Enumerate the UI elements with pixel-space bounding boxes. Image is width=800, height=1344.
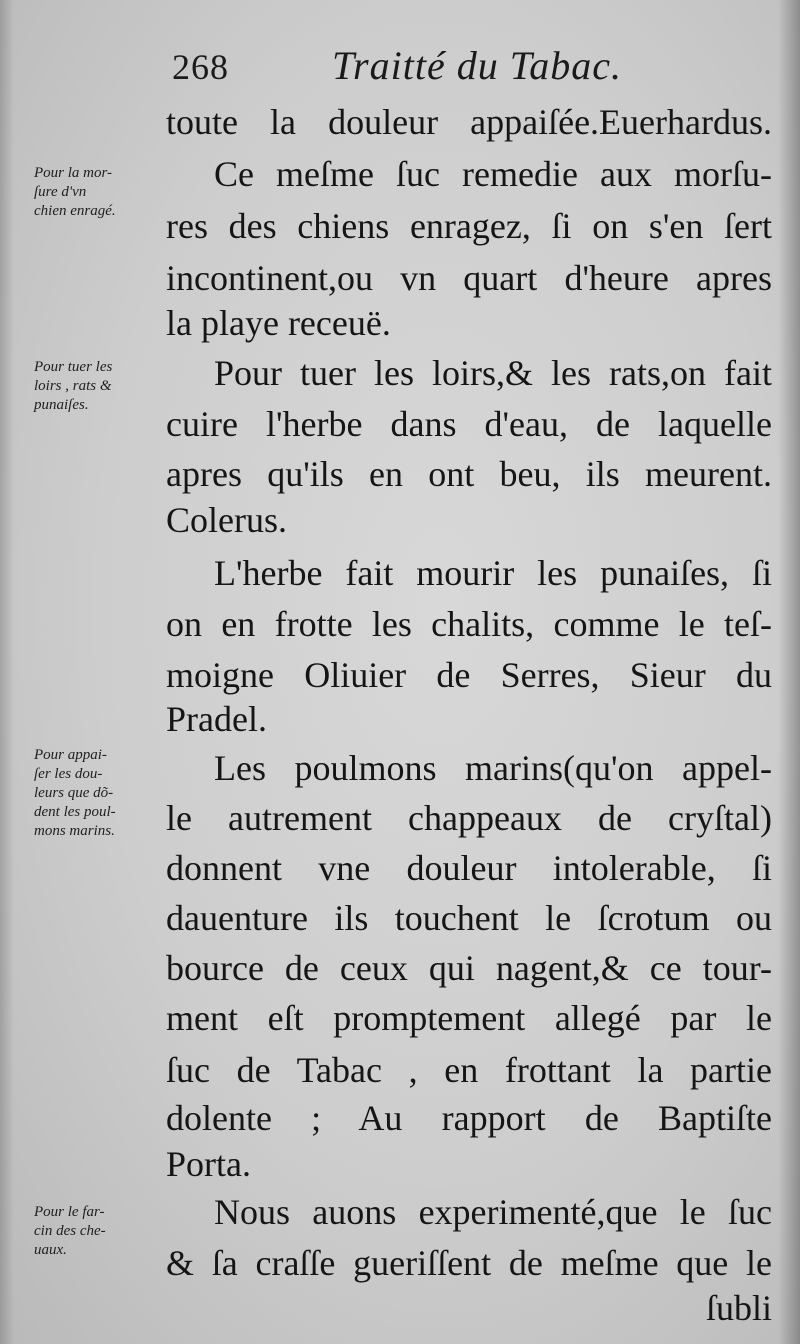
margin-note-line: ſure d'vn — [34, 184, 87, 200]
running-title: Traitté du Tabac. — [332, 43, 623, 88]
margin-note-line: punaiſes. — [34, 397, 89, 413]
body-line: Porta. — [166, 1144, 251, 1184]
body-line: Pradel. — [166, 699, 267, 739]
body-line: donnent vne douleur intolerable, ſi — [166, 848, 772, 888]
body-line: Colerus. — [166, 500, 287, 540]
margin-note-line: uaux. — [34, 1242, 67, 1258]
body-line: ſuc de Tabac , en frottant la partie — [166, 1050, 772, 1090]
page-edge-shadow — [778, 0, 800, 1344]
body-line: dolente ; Au rapport de Baptiſte — [166, 1098, 772, 1138]
margin-note-line: cin des che- — [34, 1223, 106, 1239]
body-line: & ſa craſſe gueriſſent de meſme que le — [166, 1243, 772, 1283]
page-number: 268 — [172, 47, 229, 87]
margin-note-line: leurs que dõ- — [34, 785, 114, 801]
margin-note-line: chien enragé. — [34, 203, 116, 219]
body-line: apres qu'ils en ont beu, ils meurent. — [166, 454, 772, 494]
margin-note-line: Pour tuer les — [34, 359, 113, 375]
body-line: L'herbe fait mourir les punaiſes, ſi — [214, 553, 772, 593]
body-line: cuire l'herbe dans d'eau, de laquelle — [166, 404, 772, 444]
body-line: ment eſt promptement allegé par le — [166, 998, 772, 1038]
margin-note-line: dent les poul- — [34, 804, 116, 820]
margin-note-horse-farcy — [34, 1203, 164, 1260]
margin-note-rabid-dog-bite — [34, 164, 164, 221]
body-line: moigne Oliuier de Serres, Sieur du — [166, 655, 772, 695]
margin-note-line: Pour la mor- — [34, 165, 113, 181]
body-line: la playe receuë. — [166, 303, 391, 343]
body-line: Pour tuer les loirs,& les rats,on fait — [214, 353, 772, 393]
body-line: on en frotte les chalits, comme le teſ- — [166, 604, 772, 644]
margin-note-line: mons marins. — [34, 823, 115, 839]
body-line: dauenture ils touchent le ſcrotum ou — [166, 898, 772, 938]
page-header — [172, 40, 672, 100]
page-gutter-shadow — [0, 0, 14, 1344]
margin-note-line: ſer les dou- — [34, 766, 103, 782]
body-line: toute la douleur appaiſée.Euerhardus. — [166, 102, 772, 142]
body-line: Ce meſme ſuc remedie aux morſu- — [214, 154, 772, 194]
body-line: bource de ceux qui nagent,& ce tour- — [166, 948, 772, 988]
body-line: incontinent,ou vn quart d'heure apres — [166, 258, 772, 298]
catchword: ſubli — [705, 1288, 772, 1328]
margin-note-line: Pour le far- — [34, 1204, 105, 1220]
body-line: res des chiens enragez, ſi on s'en ſert — [166, 206, 772, 246]
body-line: Nous auons experimenté,que le ſuc — [214, 1192, 772, 1232]
body-line: le autrement chappeaux de cryſtal) — [166, 798, 772, 838]
margin-note-line: Pour appai- — [34, 747, 107, 763]
margin-note-line: loirs , rats & — [34, 378, 112, 394]
margin-note-sea-lungs — [34, 746, 164, 841]
body-line: Les poulmons marins(qu'on appel- — [214, 748, 772, 788]
margin-note-kill-rats — [34, 358, 164, 415]
